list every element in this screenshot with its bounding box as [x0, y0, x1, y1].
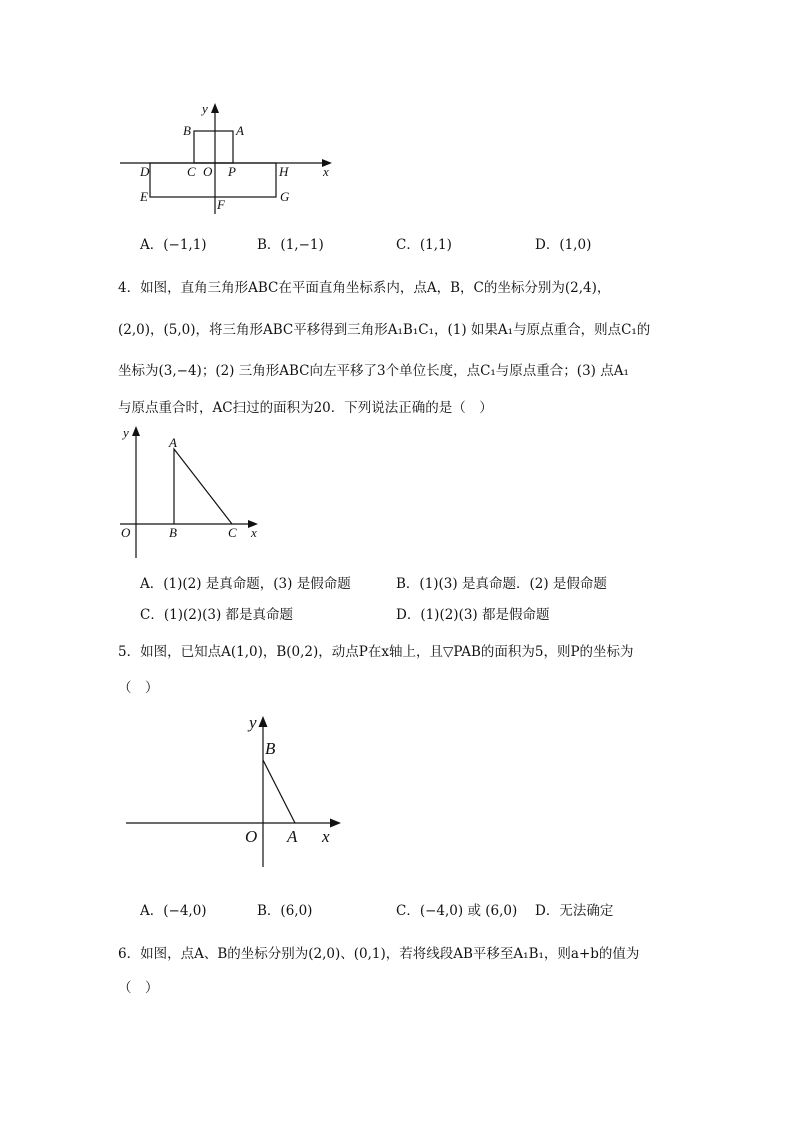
q4-option-b: B．(1)(3) 是真命题．(2) 是假命题	[396, 576, 607, 592]
q4-option-c: C．(1)(2)(3) 都是真命题	[140, 607, 294, 623]
q4-label-A: A	[169, 435, 177, 450]
q5-option-b: B．(6,0)	[257, 903, 313, 919]
q3-option-d: D．(1,0)	[535, 237, 592, 253]
q5-figure	[0, 705, 794, 885]
q4-option-d: D．(1)(2)(3) 都是假命题	[396, 607, 550, 623]
q4-stem-line-4: 与原点重合时，AC扫过的面积为20．下列说法正确的是（ ）	[118, 400, 493, 416]
q5-y-axis-arrow	[259, 716, 268, 727]
q6-stem-line-2: （ ）	[118, 980, 159, 996]
q4-label-x: x	[251, 525, 257, 540]
q5-option-c: C．(−4,0) 或 (6,0)	[396, 903, 518, 919]
q3-label-G: G	[280, 189, 290, 204]
q3-option-a: A．(−1,1)	[140, 237, 207, 253]
q3-label-P: P	[228, 164, 236, 179]
q3-label-C: C	[187, 164, 196, 179]
q3-figure	[0, 0, 794, 230]
q3-label-O: O	[203, 164, 213, 179]
q5-x-axis-arrow	[330, 819, 341, 828]
q5-stem-line-1: 5．如图，已知点A(1,0)，B(0,2)，动点P在x轴上，且▽PAB的面积为5，则P的坐标为	[118, 644, 634, 660]
q5-segment-ab	[263, 760, 295, 823]
q3-option-c: C．(1,1)	[396, 237, 452, 253]
q3-label-y: y	[202, 101, 208, 116]
q4-stem-line-3: 坐标为(3,−4)；(2) 三角形ABC向左平移了3个单位长度，点C₁与原点重合；(3) 点A₁	[118, 363, 629, 379]
q5-stem-line-2: （ ）	[118, 680, 159, 696]
q5-label-x: x	[322, 827, 330, 846]
q5-label-B: B	[265, 739, 276, 758]
q5-label-O: O	[245, 827, 258, 846]
q3-y-axis-arrow	[211, 103, 219, 113]
q4-label-y: y	[123, 425, 129, 440]
q3-label-F: F	[217, 197, 225, 212]
q3-large-rectangle	[150, 163, 276, 197]
q4-stem-line-1: 4．如图，直角三角形ABC在平面直角坐标系内，点A，B，C的坐标分别为(2,4)，	[118, 280, 611, 296]
q5-label-A: A	[287, 827, 298, 846]
q3-label-E: E	[140, 189, 148, 204]
q4-stem-line-2: (2,0)，(5,0)，将三角形ABC平移得到三角形A₁B₁C₁，(1) 如果A₁与原点重合，则点C₁的	[118, 322, 651, 338]
q3-label-B: B	[183, 123, 191, 138]
q4-label-B: B	[169, 525, 177, 540]
q4-label-O: O	[121, 525, 131, 540]
q4-triangle-abc	[174, 449, 232, 524]
q3-label-x: x	[323, 164, 329, 179]
q4-option-a: A．(1)(2) 是真命题，(3) 是假命题	[140, 576, 351, 592]
q3-label-H: H	[279, 164, 289, 179]
q5-option-d: D．无法确定	[535, 903, 614, 919]
q4-y-axis-arrow	[132, 426, 140, 436]
q3-label-A: A	[236, 123, 244, 138]
q4-label-C: C	[228, 525, 237, 540]
q5-label-y: y	[249, 713, 257, 732]
q5-option-a: A．(−4,0)	[140, 903, 207, 919]
q3-small-rectangle	[194, 131, 233, 163]
q6-stem-line-1: 6．如图，点A、B的坐标分别为(2,0)、(0,1)，若将线段AB平移至A₁B₁，则a+b的值为	[118, 946, 640, 962]
q3-label-D: D	[140, 164, 150, 179]
q3-option-b: B．(1,−1)	[257, 237, 324, 253]
q4-figure	[0, 420, 794, 580]
